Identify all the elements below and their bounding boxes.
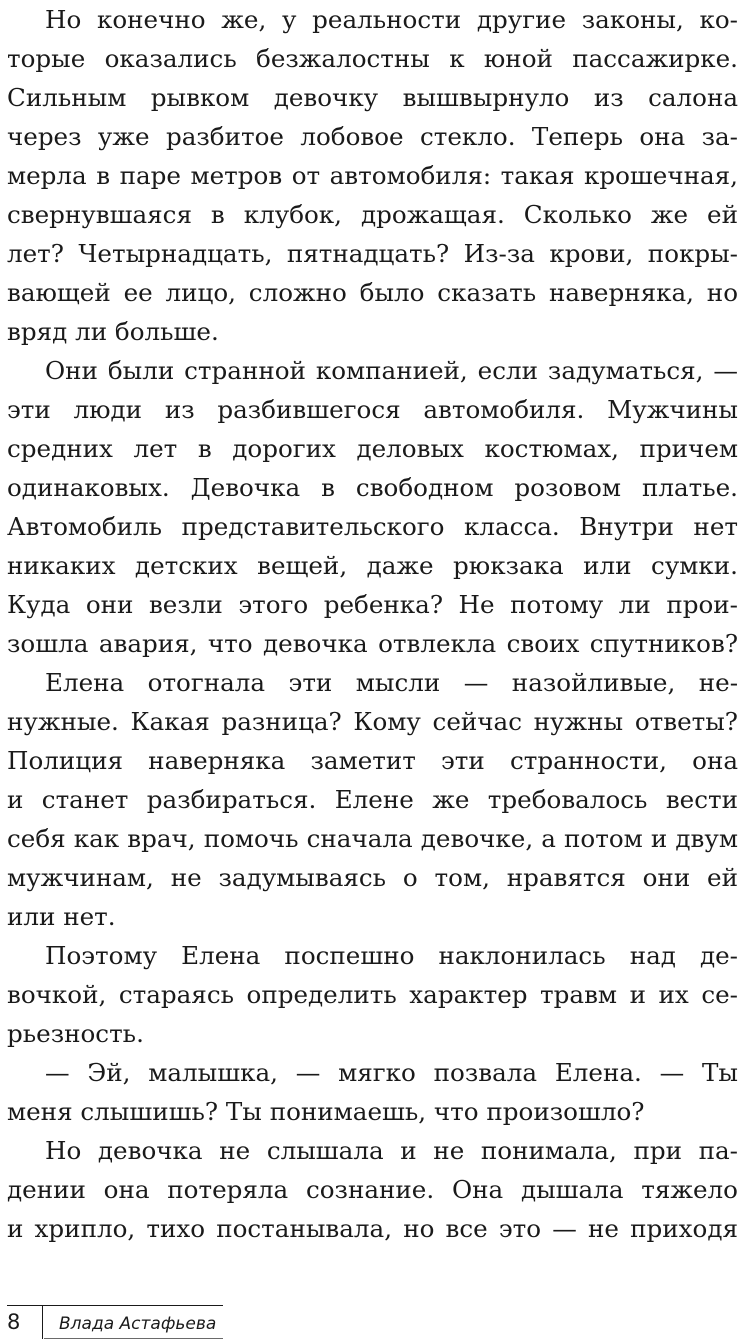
text-line-11: эти люди из разбившегося автомобиля. Мужчины — [7, 395, 738, 424]
text-line-12: средних лет в дорогих деловых костюмах, причем — [7, 434, 738, 463]
text-line-6: свернувшаяся в клубок, дрожащая. Сколько же ей — [7, 200, 738, 229]
text-line-24: или нет. — [7, 902, 116, 931]
text-line-23: мужчинам, не задумываясь о том, нравятся они ей — [7, 863, 738, 892]
text-line-28: — Эй, малышка, — мягко позвала Елена. — Ты — [45, 1058, 738, 1087]
text-line-22: себя как врач, помочь сначала девочке, а потом и двум — [7, 824, 738, 853]
text-line-8: вающей ее лицо, сложно было сказать наверняка, но — [7, 278, 738, 307]
text-line-27: рьезность. — [7, 1019, 144, 1048]
text-line-26: вочкой, стараясь определить характер травм и их се- — [7, 980, 738, 1009]
text-line-2: торые оказались безжалостны к юной пассажирке. — [7, 44, 738, 73]
text-line-31: дении она потеряла сознание. Она дышала тяжело — [7, 1175, 738, 1204]
text-line-7: лет? Четырнадцать, пятнадцать? Из-за крови, покры- — [7, 239, 738, 268]
text-line-16: Куда они везли этого ребенка? Не потому ли прои- — [7, 590, 738, 619]
text-line-5: мерла в паре метров от автомобиля: такая крошечная, — [7, 161, 738, 190]
text-line-1: Но конечно же, у реальности другие законы, ко- — [45, 5, 738, 34]
text-line-32: и хрипло, тихо постанывала, но все это — не приходя — [7, 1214, 738, 1243]
text-line-30: Но девочка не слышала и не понимала, при па- — [45, 1136, 738, 1165]
text-line-13: одинаковых. Девочка в свободном розовом платье. — [7, 473, 738, 502]
text-line-17: зошла авария, что девочка отвлекла своих спутников? — [7, 629, 738, 658]
book-page — [7, 0, 738, 1343]
footer-bottom-rule — [44, 1338, 223, 1339]
text-line-4: через уже разбитое лобовое стекло. Теперь она за- — [7, 122, 738, 151]
text-line-29: меня слышишь? Ты понимаешь, что произошло? — [7, 1097, 645, 1126]
text-line-21: и станет разбираться. Елене же требовалось вести — [7, 785, 738, 814]
text-line-3: Сильным рывком девочку вышвырнуло из салона — [7, 83, 738, 112]
text-line-25: Поэтому Елена поспешно наклонилась над де- — [45, 941, 738, 970]
text-line-19: нужные. Какая разница? Кому сейчас нужны ответы? — [7, 707, 738, 736]
footer-top-rule — [7, 1305, 223, 1306]
text-line-20: Полиция наверняка заметит эти странности, она — [7, 746, 738, 775]
page-number: 8 — [7, 1310, 21, 1334]
text-line-18: Елена отогнала эти мысли — назойливые, не- — [45, 668, 738, 697]
text-line-10: Они были странной компанией, если задуматься, — — [45, 356, 738, 385]
text-line-15: никаких детских вещей, даже рюкзака или сумки. — [7, 551, 738, 580]
running-author: Влада Астафьева — [59, 1314, 217, 1334]
footer-divider — [42, 1305, 43, 1339]
text-line-14: Автомобиль представительского класса. Внутри нет — [7, 512, 738, 541]
page-footer — [7, 1305, 223, 1341]
text-line-9: вряд ли больше. — [7, 317, 219, 346]
